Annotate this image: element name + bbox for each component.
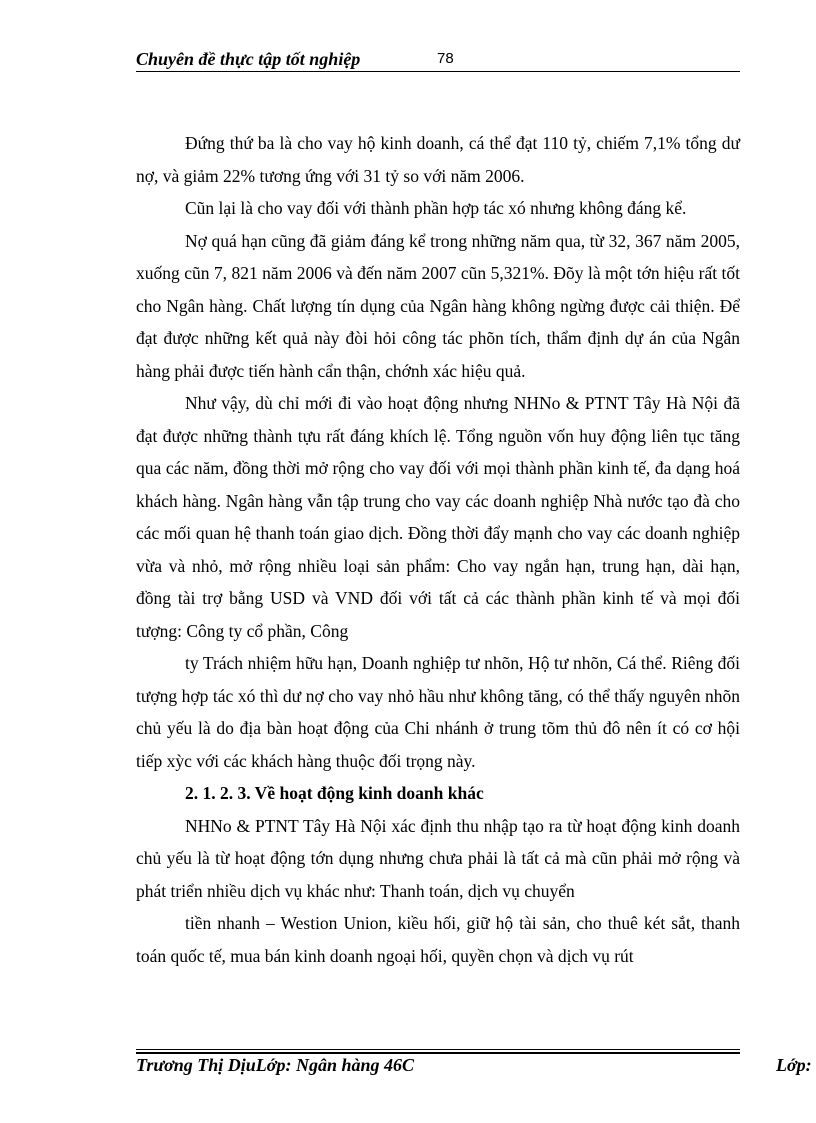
footer-author: Trương Thị DịuLớp: Ngân hàng 46C bbox=[136, 1055, 414, 1075]
paragraph: tiền nhanh – Westion Union, kiều hối, giữ hộ tài sản, cho thuê két sắt, thanh toán quốc tế, mua bán kinh doanh ngoại hối, quyền chọn và dịch vụ rút bbox=[136, 913, 740, 966]
footer-rule-thick bbox=[136, 1052, 740, 1054]
body-text bbox=[136, 127, 740, 972]
paragraph: Nợ quá hạn cũng đã giảm đáng kể trong những năm qua, từ 32, 367 năm 2005, xuống cũn 7, 821 năm 2006 và đến năm 2007 cũn 5,321%. Đõy là một tớn hiệu rất tốt cho Ngân hàng. Chất lượng tín dụng của Ngân hàng không ngừng được cải thiện. Để đạt được những kết quả này đòi hỏi công tác phõn tích, thẩm định dự án của Ngân hàng phải được tiến hành cẩn thận, chớnh xác hiệu quả. bbox=[136, 230, 740, 381]
footer-class: Lớp: bbox=[776, 1055, 812, 1075]
paragraph: NHNo & PTNT Tây Hà Nội xác định thu nhập tạo ra từ hoạt động kinh doanh chủ yếu là từ hoạt động tớn dụng nhưng chưa phải là tất cả mà cũn phải mở rộng và phát triển nhiều dịch vụ khác như: Thanh toán, dịch vụ chuyển bbox=[136, 815, 740, 901]
header-title: Chuyên đề thực tập tốt nghiệp bbox=[136, 49, 361, 69]
page-number: 78 bbox=[437, 50, 454, 67]
paragraph: Đứng thứ ba là cho vay hộ kinh doanh, cá thể đạt 110 tỷ, chiếm 7,1% tổng dư nợ, và giảm 22% tương ứng với 31 tỷ so với năm 2006. bbox=[136, 133, 740, 186]
footer-rule-thin bbox=[136, 1049, 740, 1050]
header-rule bbox=[136, 71, 740, 72]
section-subheading: 2. 1. 2. 3. Về hoạt động kinh doanh khác bbox=[185, 783, 484, 803]
paragraph: ty Trách nhiệm hữu hạn, Doanh nghiệp tư nhõn, Hộ tư nhõn, Cá thể. Riêng đối tượng hợp tác xó thì dư nợ cho vay nhỏ hầu như không tăng, có thể thấy nguyên nhõn chủ yếu là do địa bàn hoạt động của Chi nhánh ở trung tõm thủ đô nên ít có cơ hội tiếp xỳc với các khách hàng thuộc đối trọng này. bbox=[136, 653, 740, 771]
paragraph: Như vậy, dù chỉ mới đi vào hoạt động nhưng NHNo & PTNT Tây Hà Nội đã đạt được những thành tựu rất đáng khích lệ. Tổng nguồn vốn huy động liên tục tăng qua các năm, đồng thời mở rộng cho vay đối với mọi thành phần kinh tế, đa dạng hoá khách hàng. Ngân hàng vẫn tập trung cho vay các doanh nghiệp Nhà nước tạo đà cho các mối quan hệ thanh toán giao dịch. Đồng thời đẩy mạnh cho vay các doanh nghiệp vừa và nhỏ, mở rộng nhiều loại sản phẩm: Cho vay ngắn hạn, trung hạn, dài hạn, đồng tài trợ bằng USD và VND đối với tất cả các thành phần kinh tế và mọi đối tượng: Công ty cổ phần, Công bbox=[136, 393, 740, 641]
paragraph: Cũn lại là cho vay đối với thành phần hợp tác xó nhưng không đáng kể. bbox=[185, 198, 687, 218]
